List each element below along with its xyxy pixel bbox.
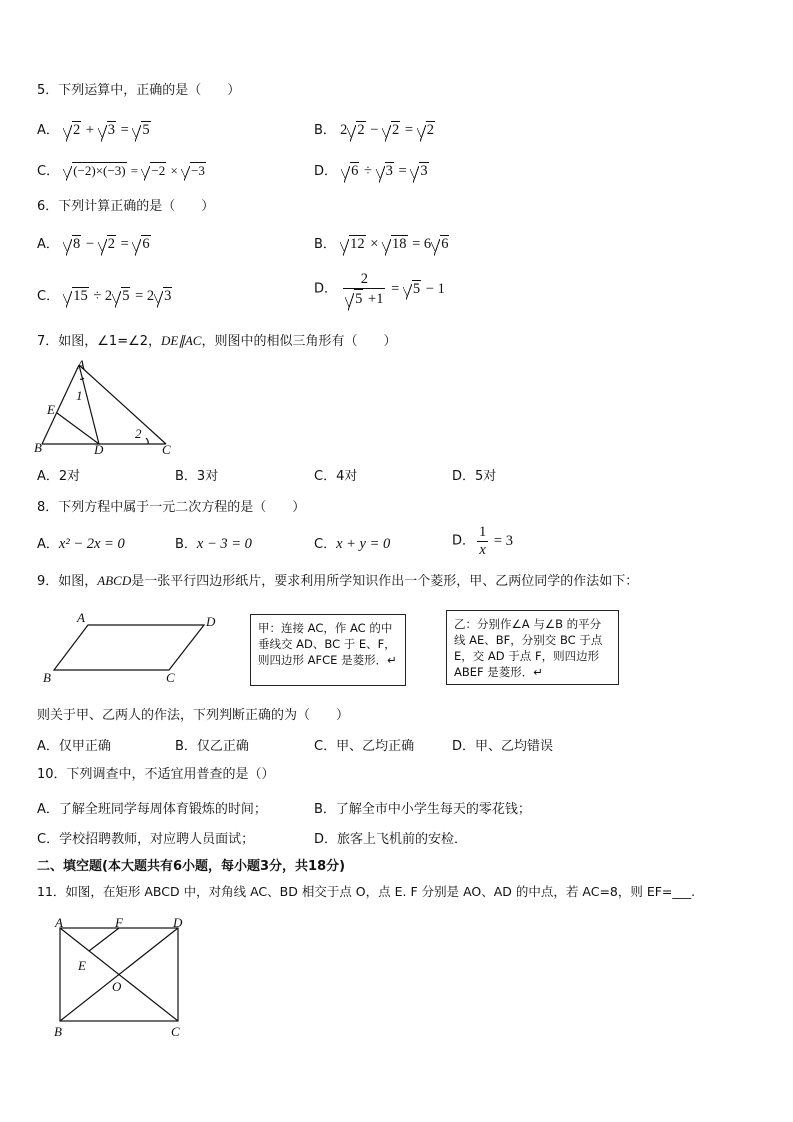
label-c: C <box>162 442 171 456</box>
operator: = <box>401 122 417 138</box>
option-label: D． <box>452 533 476 549</box>
label-e: E <box>47 402 55 417</box>
operator: = <box>387 280 403 297</box>
option-label: B． <box>175 537 197 552</box>
q9-parallelogram-figure <box>38 608 228 688</box>
q6-option-d <box>314 271 445 307</box>
q9-option-d: D．甲、乙均错误 <box>452 739 554 754</box>
radicand: 8 <box>73 236 81 252</box>
radicand: 15 <box>73 288 88 304</box>
q11-rectangle-figure <box>50 916 195 1041</box>
label-o: O <box>112 979 122 994</box>
label-b: B <box>34 440 42 455</box>
operator: = 6 <box>408 236 432 252</box>
option-label: D． <box>314 281 338 297</box>
q8-stem: 8．下列方程中属于一元二次方程的是（ ） <box>37 500 306 515</box>
q5-option-c <box>37 162 207 178</box>
q5-option-d <box>314 162 430 179</box>
q9-option-b: B．仅乙正确 <box>175 739 249 754</box>
operator: = <box>394 163 411 179</box>
radicand: (−2)×(−3) <box>73 163 126 178</box>
q5-option-b <box>314 121 436 138</box>
q7-option-a: A．2对 <box>37 469 81 484</box>
equation: x + y = 0 <box>336 536 391 552</box>
q6-option-a <box>37 235 152 252</box>
q7-stem <box>37 334 396 348</box>
label-f: F <box>115 916 123 930</box>
radicand: 2 <box>357 122 365 138</box>
fraction <box>477 524 488 558</box>
numerator: 2 <box>360 271 368 287</box>
q5-option-a <box>37 121 152 138</box>
label-d: D <box>173 916 183 930</box>
operator: + <box>82 122 98 138</box>
stem-math: ABCD <box>97 573 132 588</box>
radicand: 6 <box>351 163 359 179</box>
operator: − 1 <box>422 280 445 297</box>
stem-text: ，则图中的相似三角形有（ ） <box>201 334 397 349</box>
option-label: A． <box>37 123 59 138</box>
radicand: 5 <box>355 290 363 307</box>
coefficient: 2 <box>340 122 348 138</box>
q9-option-a: A．仅甲正确 <box>37 739 111 754</box>
q10-option-b: B．了解全市中小学生每天的零花钱； <box>314 802 531 817</box>
operator: − <box>82 236 98 252</box>
method-box-jia: 甲：连接 AC，作 AC 的中垂线交 AD、BC 于 E、F，则四边形 AFCE 是菱形．↵ <box>250 614 406 686</box>
denominator-rest: +1 <box>364 290 384 307</box>
operator: ÷ 2 <box>89 288 113 304</box>
option-label: D． <box>314 164 338 179</box>
radicand: 2 <box>73 122 81 138</box>
radicand: −2 <box>151 163 166 178</box>
radicand: 2 <box>426 122 434 138</box>
q11-stem: 11．如图，在矩形 ABCD 中，对角线 AC、BD 相交于点 O，点 E. F 分别是 AO、AD 的中点，若 AC=8，则 EF=___. <box>37 884 696 899</box>
option-label: C． <box>37 289 60 304</box>
label-b: B <box>54 1024 62 1039</box>
q7-option-d: D．5对 <box>452 469 497 484</box>
q10-option-a: A．了解全班同学每周体育锻炼的时间； <box>37 802 267 817</box>
radicand: 2 <box>107 236 115 252</box>
radicand: 3 <box>107 122 115 138</box>
radicand: 5 <box>122 288 130 304</box>
option-label: A． <box>37 537 59 552</box>
q7-triangle-figure <box>34 356 179 456</box>
angle-2-label: 2 <box>135 426 142 441</box>
operator: = 3 <box>490 532 513 549</box>
q9-option-c: C．甲、乙均正确 <box>314 739 415 754</box>
equation: x² − 2x = 0 <box>58 536 125 552</box>
option-label: C． <box>37 164 60 179</box>
radicand: 3 <box>385 163 393 179</box>
label-e: E <box>78 958 86 973</box>
stem-math: DE∥AC <box>161 333 202 348</box>
label-d: D <box>94 442 104 456</box>
q9-question: 则关于甲、乙两人的作法，下列判断正确的为（ ） <box>37 708 350 723</box>
label-a: A <box>77 357 85 372</box>
label-b: B <box>43 670 51 685</box>
denominator <box>343 288 385 308</box>
section-heading: 二、填空题(本大题共有6小题，每小题3分，共18分) <box>37 859 346 874</box>
operator: = <box>116 122 133 138</box>
radicand: 2 <box>392 122 400 138</box>
q8-option-a <box>37 537 125 552</box>
radicand: 3 <box>420 163 428 179</box>
equation: x − 3 = 0 <box>196 536 252 552</box>
label-c: C <box>166 670 175 685</box>
angle-1-label: 1 <box>76 388 83 403</box>
radicand: 18 <box>392 236 407 252</box>
denominator: x <box>479 541 486 558</box>
label-d: D <box>206 614 216 629</box>
q5-stem: 5．下列运算中，正确的是（ ） <box>37 83 241 98</box>
option-label: B． <box>314 237 336 252</box>
stem-text: 9．如图， <box>37 574 98 589</box>
operator: × <box>167 163 182 178</box>
radicand: 5 <box>142 122 150 138</box>
q8-option-d <box>452 524 513 558</box>
fraction <box>343 271 385 307</box>
numerator: 1 <box>479 524 487 540</box>
q6-option-b <box>314 235 450 252</box>
label-c: C <box>171 1024 180 1039</box>
option-label: B． <box>314 123 336 138</box>
label-a: A <box>77 610 85 625</box>
operator: = 2 <box>131 288 155 304</box>
q7-option-b: B．3对 <box>175 469 219 484</box>
q6-option-c <box>37 287 173 304</box>
q8-option-c <box>314 537 390 552</box>
operator: × <box>366 236 382 252</box>
q6-stem: 6．下列计算正确的是（ ） <box>37 199 215 214</box>
operator: = <box>116 236 133 252</box>
radicand: −3 <box>191 163 205 178</box>
q9-stem <box>37 574 638 588</box>
radicand: 5 <box>412 280 421 297</box>
radicand: 3 <box>164 288 172 304</box>
q10-option-c: C．学校招聘教师，对应聘人员面试； <box>37 832 255 847</box>
q8-option-b <box>175 537 252 552</box>
q10-option-d: D．旅客上飞机前的安检． <box>314 832 468 847</box>
radicand: 12 <box>350 236 365 252</box>
operator: − <box>366 122 382 138</box>
stem-text: 是一张平行四边形纸片，要求利用所学知识作出一个菱形，甲、乙两位同学的作法如下： <box>131 574 639 589</box>
q10-stem: 10．下列调查中，不适宜用普查的是（） <box>37 767 275 782</box>
radicand: 6 <box>441 236 449 252</box>
q7-option-c: C．4对 <box>314 469 358 484</box>
operator: ÷ <box>360 163 376 179</box>
method-box-yi: 乙：分别作∠A 与∠B 的平分线 AE、BF，分别交 BC 于点 E，交 AD 于点 F，则四边形 ABEF 是菱形．↵ <box>446 610 619 685</box>
option-label: C． <box>314 537 337 552</box>
stem-text: 7．如图，∠1=∠2， <box>37 334 162 349</box>
operator: = <box>127 163 142 178</box>
option-label: A． <box>37 237 59 252</box>
label-a: A <box>55 916 63 930</box>
radicand: 6 <box>142 236 150 252</box>
